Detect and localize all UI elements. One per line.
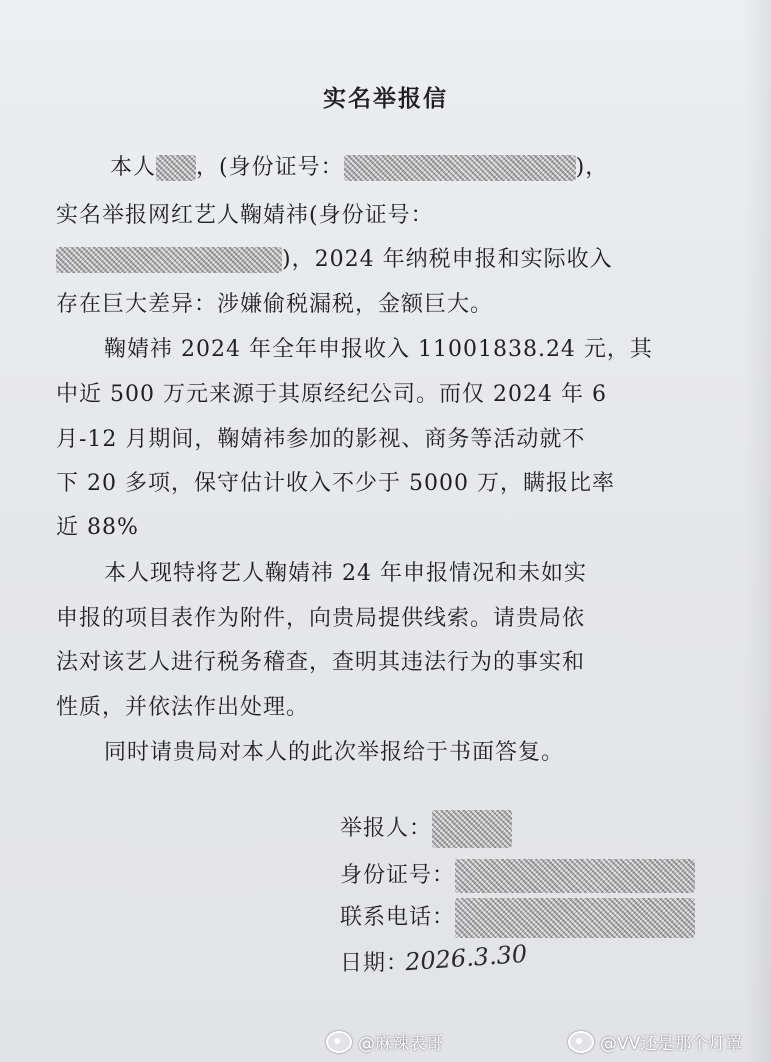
line-10: 本人现特将艺人鞠婧祎 24 年申报情况和未如实	[104, 561, 587, 586]
line-13: 性质，并依法作出处理。	[56, 695, 310, 720]
reporter-row	[340, 810, 512, 848]
id-label: 身份证号：	[340, 863, 456, 888]
line-4: 存在巨大差异：涉嫌偷税漏税，金额巨大。	[56, 292, 494, 317]
line-1-start: 本人	[110, 155, 157, 180]
line-12: 法对该艺人进行税务稽查，查明其违法行为的事实和	[56, 650, 586, 675]
line-1-mid: ，(身份证号：	[196, 155, 344, 180]
weibo-icon	[326, 1031, 352, 1053]
redacted-id-number	[344, 155, 576, 181]
watermark-left-text: @麻辣表哥	[358, 1034, 443, 1054]
id-row	[340, 858, 695, 893]
line-2: 实名举报网红艺人鞠婧祎(身份证号：	[56, 203, 434, 228]
watermark-left	[326, 1029, 443, 1054]
phone-label: 联系电话：	[340, 905, 456, 930]
date-label: 日期：	[340, 951, 410, 976]
redacted-id-number-2	[56, 247, 282, 273]
date-row	[340, 946, 409, 977]
redacted-name	[156, 155, 196, 181]
handwritten-date: 2026.3.30	[404, 939, 528, 977]
line-3	[56, 242, 613, 273]
redacted-phone	[455, 898, 695, 938]
phone-row	[340, 898, 695, 938]
line-11: 申报的项目表作为附件，向贵局提供线索。请贵局依	[56, 606, 586, 631]
line-3-text: )，2024 年纳税申报和实际收入	[282, 247, 613, 272]
watermark-right-text: @VV还是那个灯罩	[600, 1034, 743, 1054]
weibo-icon	[568, 1031, 594, 1053]
line-7: 月-12 月期间，鞠婧祎参加的影视、商务等活动就不	[56, 427, 586, 452]
line-8: 下 20 多项，保守估计收入不少于 5000 万，瞒报比率	[56, 471, 615, 496]
redacted-reporter-signature	[432, 810, 512, 848]
line-1-end: )，	[575, 155, 609, 180]
paper-shadow	[743, 0, 771, 1062]
letter-title: 实名举报信	[323, 86, 448, 112]
line-9: 近 88%	[56, 515, 139, 540]
reporter-label: 举报人：	[340, 816, 433, 841]
redacted-signature-id	[455, 859, 695, 893]
line-6: 中近 500 万元来源于其原经纪公司。而仅 2024 年 6	[56, 382, 607, 407]
line-1	[110, 150, 608, 181]
watermark-right	[568, 1029, 742, 1054]
line-5: 鞠婧祎 2024 年全年申报收入 11001838.24 元，其	[104, 337, 653, 362]
line-14: 同时请贵局对本人的此次举报给于书面答复。	[104, 740, 565, 765]
